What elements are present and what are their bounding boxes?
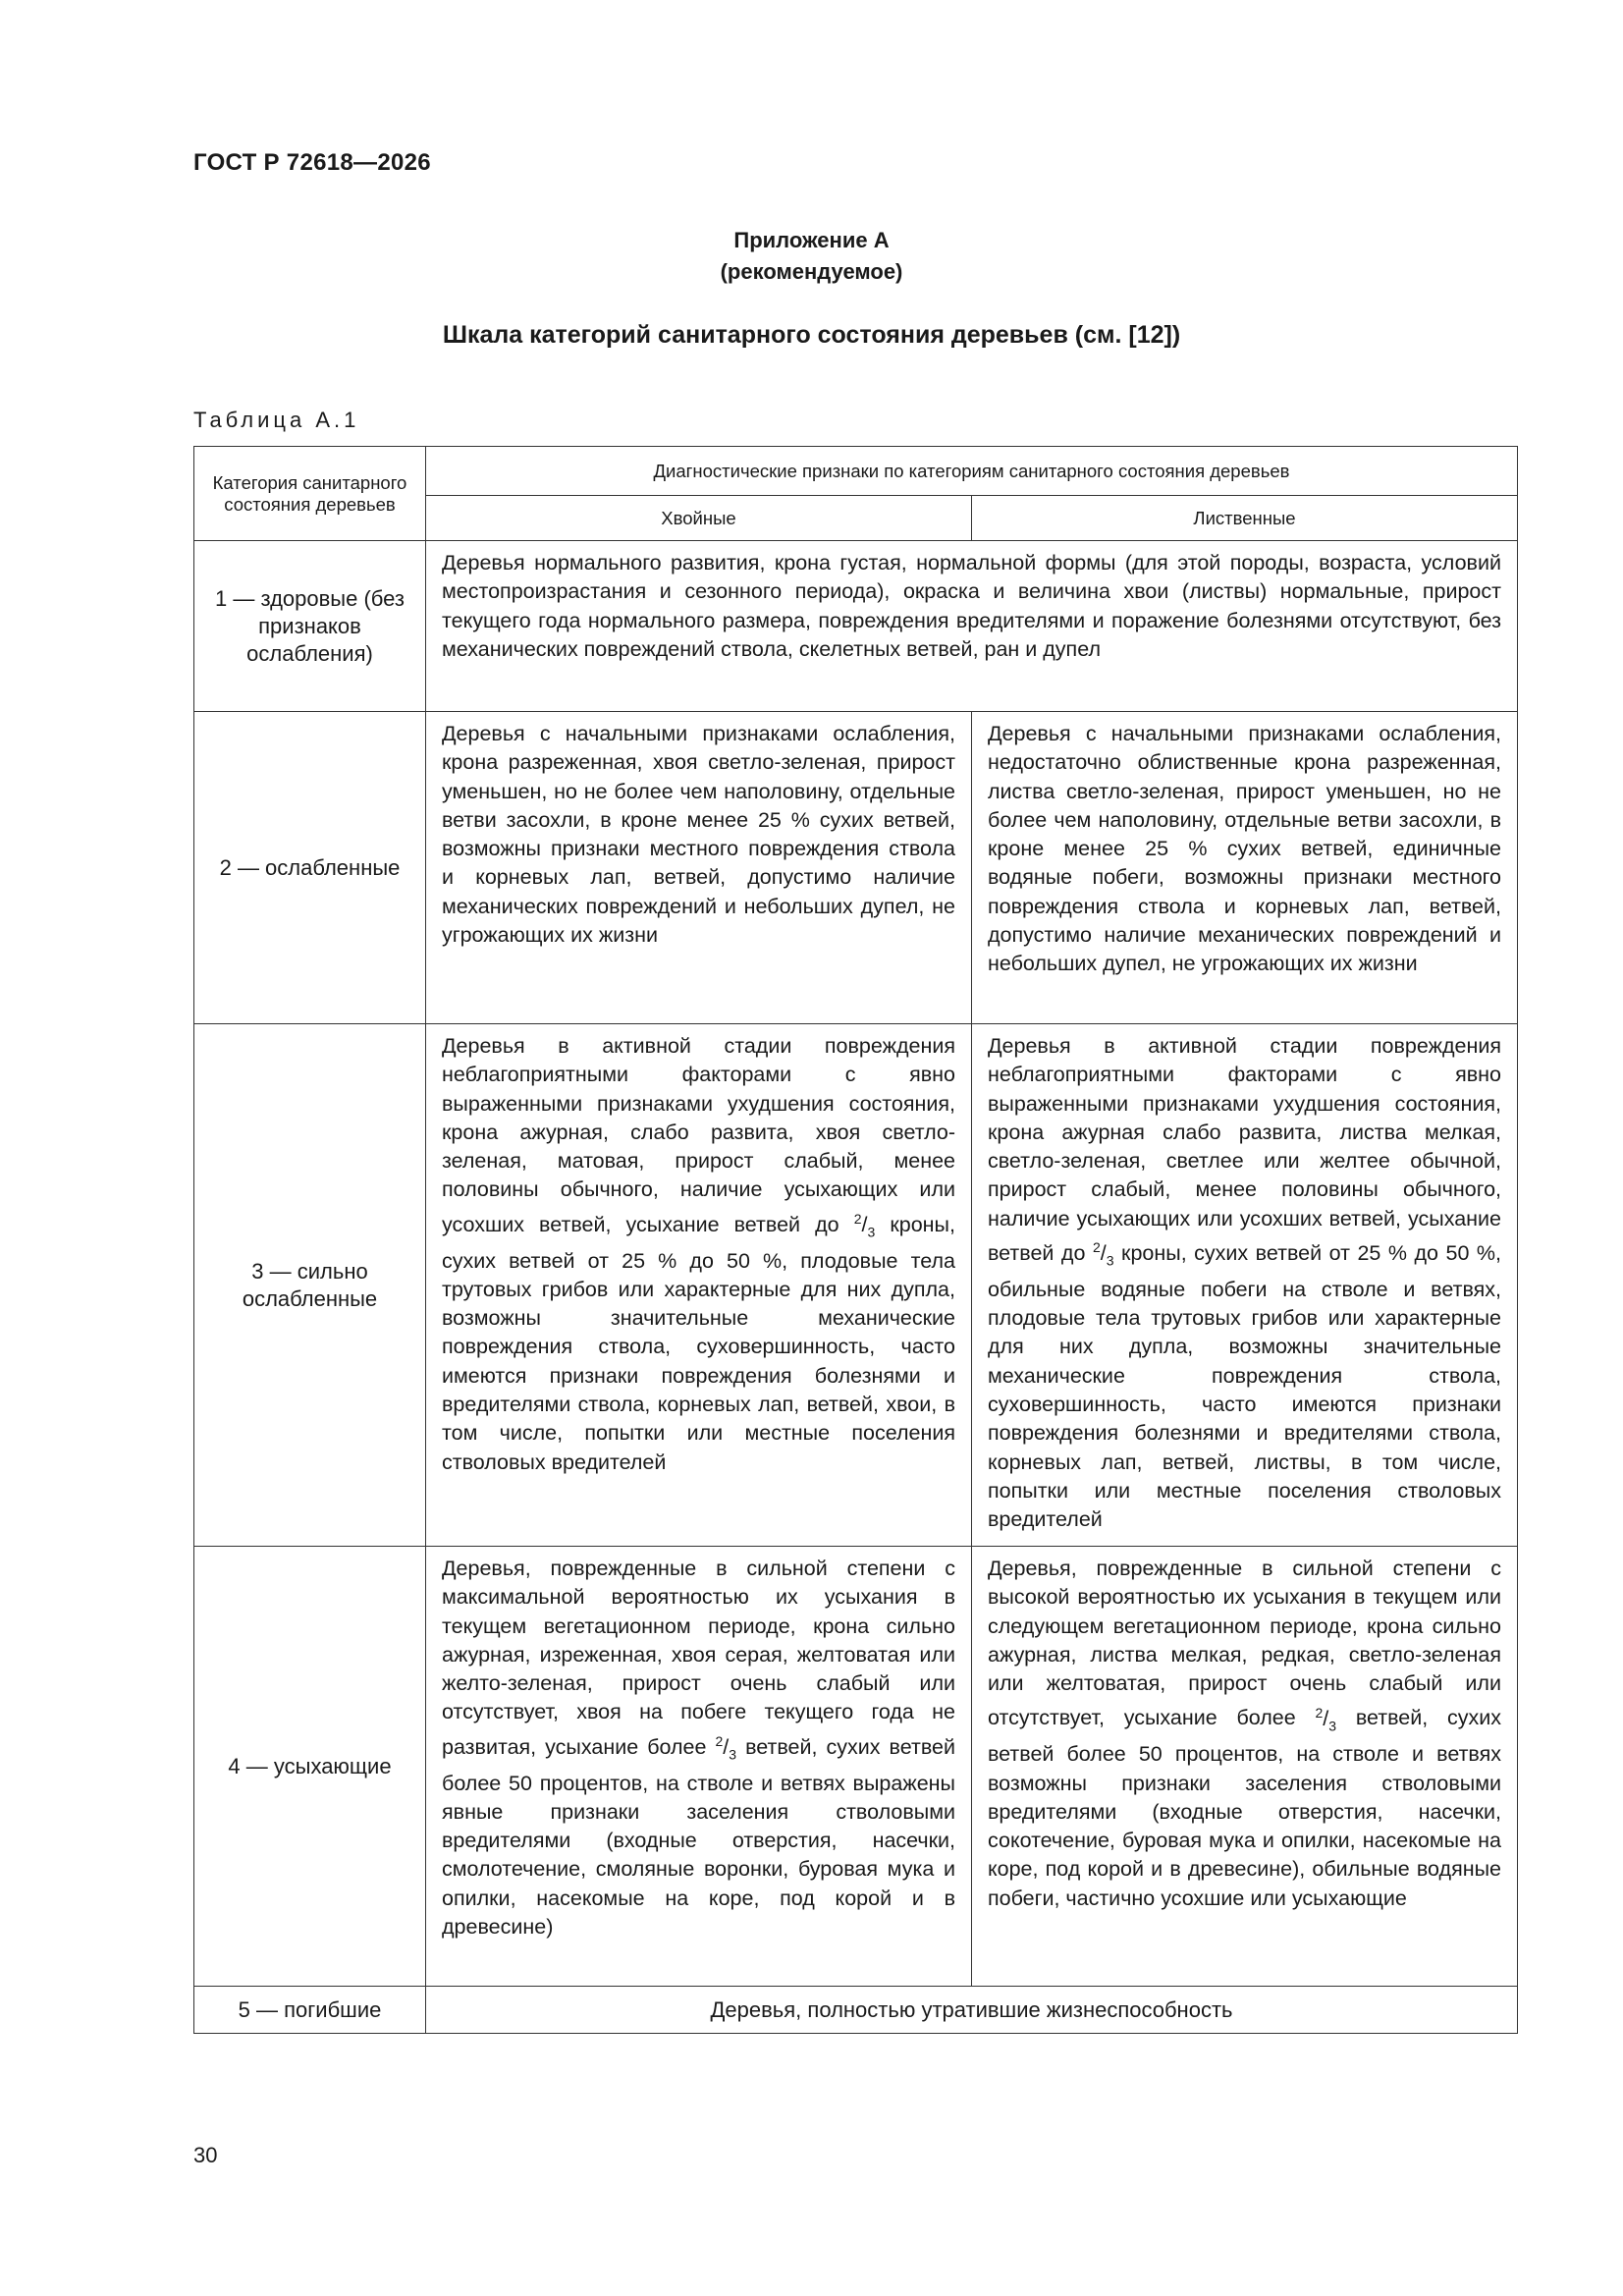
- fraction-numerator: 2: [1092, 1239, 1101, 1256]
- fraction-denominator: 3: [867, 1224, 876, 1240]
- category-cell: 2 — ослабленные: [194, 712, 426, 1024]
- header-diagnostic: Диагностические признаки по категориям санитарного состояния деревьев: [426, 447, 1518, 496]
- text-part: кроны, сухих ветвей от 25 % до 50 %, обильные водяные побеги на стволе и ветвях, плодовые тела трутовых грибов или характерные для них дупла, возможны значительные механические повреждения ствола, суховершинность, часто имеются признаки повреждения болезнями и вредителями ствола, корневых лап, ветвей, листвы, в том числе, попытки или местные поселения стволовых вредителей: [988, 1241, 1501, 1532]
- fraction: $^2/_3$: [853, 1210, 876, 1240]
- annex-status: (рекомендуемое): [720, 259, 903, 284]
- fraction: $^2/_3$: [1092, 1239, 1114, 1269]
- text-part: кроны, сухих ветвей от 25 % до 50 %, плодовые тела трутовых грибов или характерные для них дупла, возможны значительные механические повреждения ствола, суховершинность, часто имеются признаки повреждения болезнями и вредителями ствола, корневых лап, ветвей, хвои, в том числе, попытки или местные поселения стволовых вредителей: [442, 1212, 955, 1474]
- sanitary-category-table: [193, 446, 1518, 2034]
- fraction-numerator: 2: [1315, 1704, 1324, 1721]
- table-row: [194, 1547, 1518, 1987]
- fraction: $^2/_3$: [715, 1732, 737, 1763]
- category-cell: 1 — здоровые (без признаков ослабления): [194, 541, 426, 712]
- deciduous-cell: [972, 1547, 1518, 1987]
- conifers-cell: [426, 1547, 972, 1987]
- description-cell: Деревья нормального развития, крона густая, нормальной формы (для этой породы, возраста, условий местопроизрастания и сезонного периода), окраска и величина хвои (листвы) нормальные, прирост текущего года нормального размера, повреждения вредителями и поражение болезнями отсутствуют, без механических повреждений ствола, скелетных ветвей, ран и дупел: [426, 541, 1518, 712]
- table-label: Таблица А.1: [193, 408, 360, 432]
- fraction-numerator: 2: [853, 1210, 862, 1227]
- fraction-numerator: 2: [715, 1732, 724, 1749]
- text-part: ветвей, сухих ветвей более 50 процентов, на стволе и ветвях выражены явные признаки заселения стволовыми вредителями (входные отверстия, насечки, смолотечение, смоляные воронки, буровая мука и опилки, насекомые на коре, под корой и в древесине): [442, 1734, 955, 1940]
- page-number: 30: [193, 2143, 218, 2167]
- text-part: ветвей, сухих ветвей более 50 процентов, на стволе и ветвях возможны признаки заселения стволовыми вредителями (входные отверстия, насечки, сокотечение, буровая мука и опилки, насекомые на коре, под корой и в древесине), обильные водяные побеги, частично усохшие или усыхающие: [988, 1706, 1502, 1910]
- text-part: Деревья в активной стадии повреждения неблагоприятными факторами с явно выраженными признаками ухудшения состояния, крона ажурная слабо развита, листва мелкая, светло-зеленая, светлее или желтее обычной, прирост слабый, менее половины обычного, наличие усыхающих или усохших ветвей, усыхание ветвей до: [988, 1034, 1501, 1266]
- fraction-denominator: 3: [729, 1746, 737, 1763]
- category-cell: 3 — сильно ослабленные: [194, 1024, 426, 1547]
- document-code: ГОСТ Р 72618—2026: [193, 149, 431, 176]
- conifers-cell: Деревья с начальными признаками ослабления, крона разреженная, хвоя светло-зеленая, прирост уменьшен, но не более чем наполовину, отдельные ветви засохли, в кроне менее 25 % сухих ветвей, возможны признаки местного повреждения ствола и корневых лап, ветвей, допустимо наличие механических повреждений и небольших дупел, не угрожающих их жизни: [426, 712, 972, 1024]
- description-cell: Деревья, полностью утратившие жизнеспособность: [426, 1987, 1518, 2034]
- category-cell: 4 — усыхающие: [194, 1547, 426, 1987]
- table-row: [194, 541, 1518, 712]
- text-part: Деревья в активной стадии повреждения неблагоприятными факторами с явно выраженными признаками ухудшения состояния, крона ажурная, слабо развита, хвоя светло-зеленая, матовая, прирост слабый, менее половины обычного, наличие усыхающих или усохших ветвей, усыхание ветвей до: [442, 1034, 955, 1236]
- header-category: Категория санитарного состояния деревьев: [194, 447, 426, 541]
- text-part: Деревья, поврежденные в сильной степени с максимальной вероятностью их усыхания в текущем вегетационном периоде, крона сильно ажурная, изреженная, хвоя серая, желтоватая или желто-зеленая, прирост очень слабый или отсутствует, хвоя на побеге текущего года не развитая, усыхание более: [442, 1557, 955, 1759]
- table-row: [194, 1987, 1518, 2034]
- deciduous-cell: Деревья с начальными признаками ослабления, недостаточно облиственные крона разреженная, листва светло-зеленая, прирост уменьшен, но не более чем наполовину, отдельные ветви засохли, в кроне менее 25 % сухих ветвей, единичные водяные побеги, возможны признаки местного повреждения ствола и корневых лап, ветвей, допустимо наличие механических повреждений и небольших дупел, не угрожающих их жизни: [972, 712, 1518, 1024]
- header-deciduous: Лиственные: [972, 496, 1518, 541]
- table-row: [194, 712, 1518, 1024]
- category-cell: 5 — погибшие: [194, 1987, 426, 2034]
- header-conifers: Хвойные: [426, 496, 972, 541]
- fraction-denominator: 3: [1106, 1252, 1114, 1269]
- text-part: Деревья, поврежденные в сильной степени с высокой вероятностью их усыхания в текущем или следующем вегетационном периоде, крона сильно ажурная, листва мелкая, редкая, светло-зеленая или желтоватая, прирост очень слабый или отсутствует, усыхание более: [988, 1557, 1501, 1730]
- deciduous-cell: [972, 1024, 1518, 1547]
- table-row: [194, 1024, 1518, 1547]
- conifers-cell: [426, 1024, 972, 1547]
- fraction-denominator: 3: [1328, 1717, 1337, 1733]
- annex-title: Приложение А: [733, 228, 890, 252]
- table-heading: Шкала категорий санитарного состояния деревьев (см. [12]): [442, 321, 1181, 349]
- fraction: $^2/_3$: [1315, 1704, 1337, 1733]
